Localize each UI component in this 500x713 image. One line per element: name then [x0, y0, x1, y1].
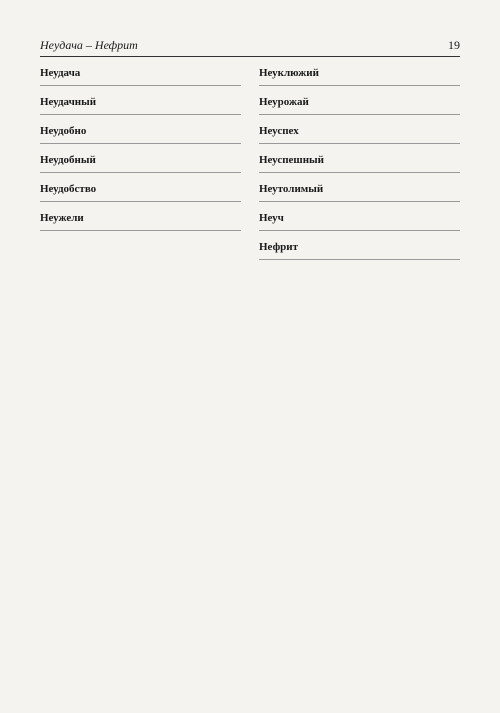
dictionary-entry	[40, 183, 241, 202]
entry-headword: Неудобно	[40, 125, 87, 137]
dictionary-entry	[40, 154, 241, 173]
dictionary-entry	[259, 67, 460, 86]
entry-headword: Неуч	[259, 212, 284, 224]
dictionary-entry	[40, 212, 241, 231]
dictionary-entry	[259, 96, 460, 115]
entry-headword: Неуклюжий	[259, 67, 319, 79]
dictionary-entry	[40, 125, 241, 144]
dictionary-entry	[259, 212, 460, 231]
dictionary-entry	[40, 67, 241, 86]
entry-headword: Неудобство	[40, 183, 97, 195]
entry-headword: Неуспешный	[259, 154, 324, 166]
entry-headword: Неурожай	[259, 96, 309, 108]
page-number: 19	[448, 38, 460, 52]
entry-headword: Неудача	[40, 67, 81, 79]
dictionary-entry	[40, 96, 241, 115]
dictionary-entry	[259, 183, 460, 202]
dictionary-entry	[259, 241, 460, 260]
entry-headword: Неутолимый	[259, 183, 324, 195]
right-column	[259, 67, 460, 697]
entry-headword: Неуспех	[259, 125, 299, 137]
running-header-title: Неудача – Нефрит	[40, 38, 138, 52]
entry-headword: Неудачный	[40, 96, 97, 108]
entry-headword: Неужели	[40, 212, 84, 224]
running-header	[40, 38, 460, 57]
entry-columns	[40, 67, 460, 697]
entry-headword: Нефрит	[259, 241, 299, 253]
entry-headword: Неудобный	[40, 154, 96, 166]
dictionary-entry	[259, 125, 460, 144]
dictionary-entry	[259, 154, 460, 173]
left-column	[40, 67, 241, 697]
